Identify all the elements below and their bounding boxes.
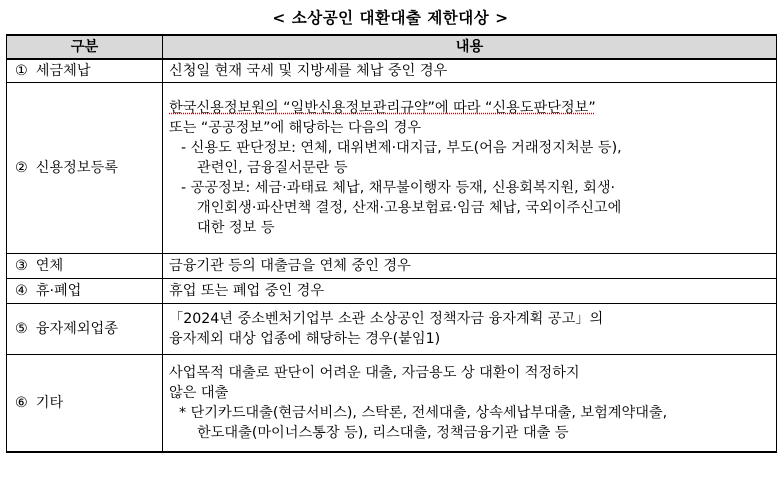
content-line: 융자제외 대상 업종에 해당하는 경우(붙임1) [169, 330, 441, 347]
table-row [7, 303, 777, 354]
row-content [163, 253, 777, 278]
table-row [7, 59, 777, 82]
row-category [7, 253, 163, 278]
bullet-line: 개인회생·파산면책 결정, 산재·고용보험료·임금 체납, 국외이주신고에 [197, 199, 622, 216]
content-line: 휴업 또는 폐업 중인 경우 [169, 282, 325, 299]
row-number: ② [15, 159, 28, 176]
row-category [7, 59, 163, 82]
table-row [7, 354, 777, 452]
content-line: 않은 대출 [169, 384, 229, 401]
row-number: ③ [15, 257, 28, 274]
page-title: < 소상공인 대환대출 제한대상 > [272, 9, 509, 27]
row-content [163, 278, 777, 303]
row-number: ④ [15, 282, 28, 299]
row-label: 융자제외업종 [35, 320, 118, 337]
content-line: 한국신용정보원의 “일반신용정보관리규약”에 따라 “신용도판단정보” [169, 99, 596, 116]
row-label: 휴·폐업 [35, 282, 82, 299]
footnote-item [169, 403, 770, 443]
bullet-item [169, 138, 770, 178]
table-row [7, 253, 777, 278]
header-content: 내용 [163, 35, 777, 59]
table-row [7, 278, 777, 303]
row-category [7, 303, 163, 354]
row-content [163, 82, 777, 253]
row-category [7, 354, 163, 452]
table-header-row [7, 35, 777, 59]
content-line: 사업목적 대출로 판단이 어려운 대출, 자금용도 상 대환이 적정하지 [169, 364, 580, 381]
row-content [163, 59, 777, 82]
restriction-table [6, 34, 777, 453]
row-content [163, 303, 777, 354]
bullet-item [169, 178, 770, 238]
row-category [7, 278, 163, 303]
content-line: 「2024년 중소벤처기업부 소관 소상공인 정책자금 융자계획 공고」의 [169, 310, 604, 327]
bullet-line: - 신용도 판단정보: 연체, 대위변제·대지급, 부도(어음 거래정지처분 등), [181, 139, 622, 156]
bullet-line: 대한 정보 등 [197, 219, 275, 236]
row-content [163, 354, 777, 452]
row-label: 기타 [35, 394, 64, 411]
header-category: 구분 [7, 35, 163, 59]
row-label: 세금체납 [35, 62, 91, 79]
row-label: 신용정보등록 [35, 159, 118, 176]
bullet-line: - 공공정보: 세금·과태료 체납, 채무불이행자 등재, 신용회복지원, 회생· [181, 179, 616, 196]
content-line: 신청일 현재 국세 및 지방세를 체납 중인 경우 [169, 62, 448, 79]
row-number: ⑤ [15, 320, 28, 337]
row-category [7, 82, 163, 253]
row-number: ⑥ [15, 394, 28, 411]
footnote-line: * 단기카드대출(현금서비스), 스탁론, 전세대출, 상속세납부대출, 보험계약대출, [179, 404, 668, 421]
row-label: 연체 [35, 257, 64, 274]
footnote-line: 한도대출(마이너스통장 등), 리스대출, 정책금융기관 대출 등 [197, 424, 569, 441]
table-row [7, 82, 777, 253]
row-number: ① [15, 62, 28, 79]
content-line: 또는 “공공정보”에 해당하는 다음의 경우 [169, 119, 422, 136]
content-line: 금융기관 등의 대출금을 연체 중인 경우 [169, 257, 411, 274]
bullet-line: 관련인, 금융질서문란 등 [197, 159, 348, 176]
